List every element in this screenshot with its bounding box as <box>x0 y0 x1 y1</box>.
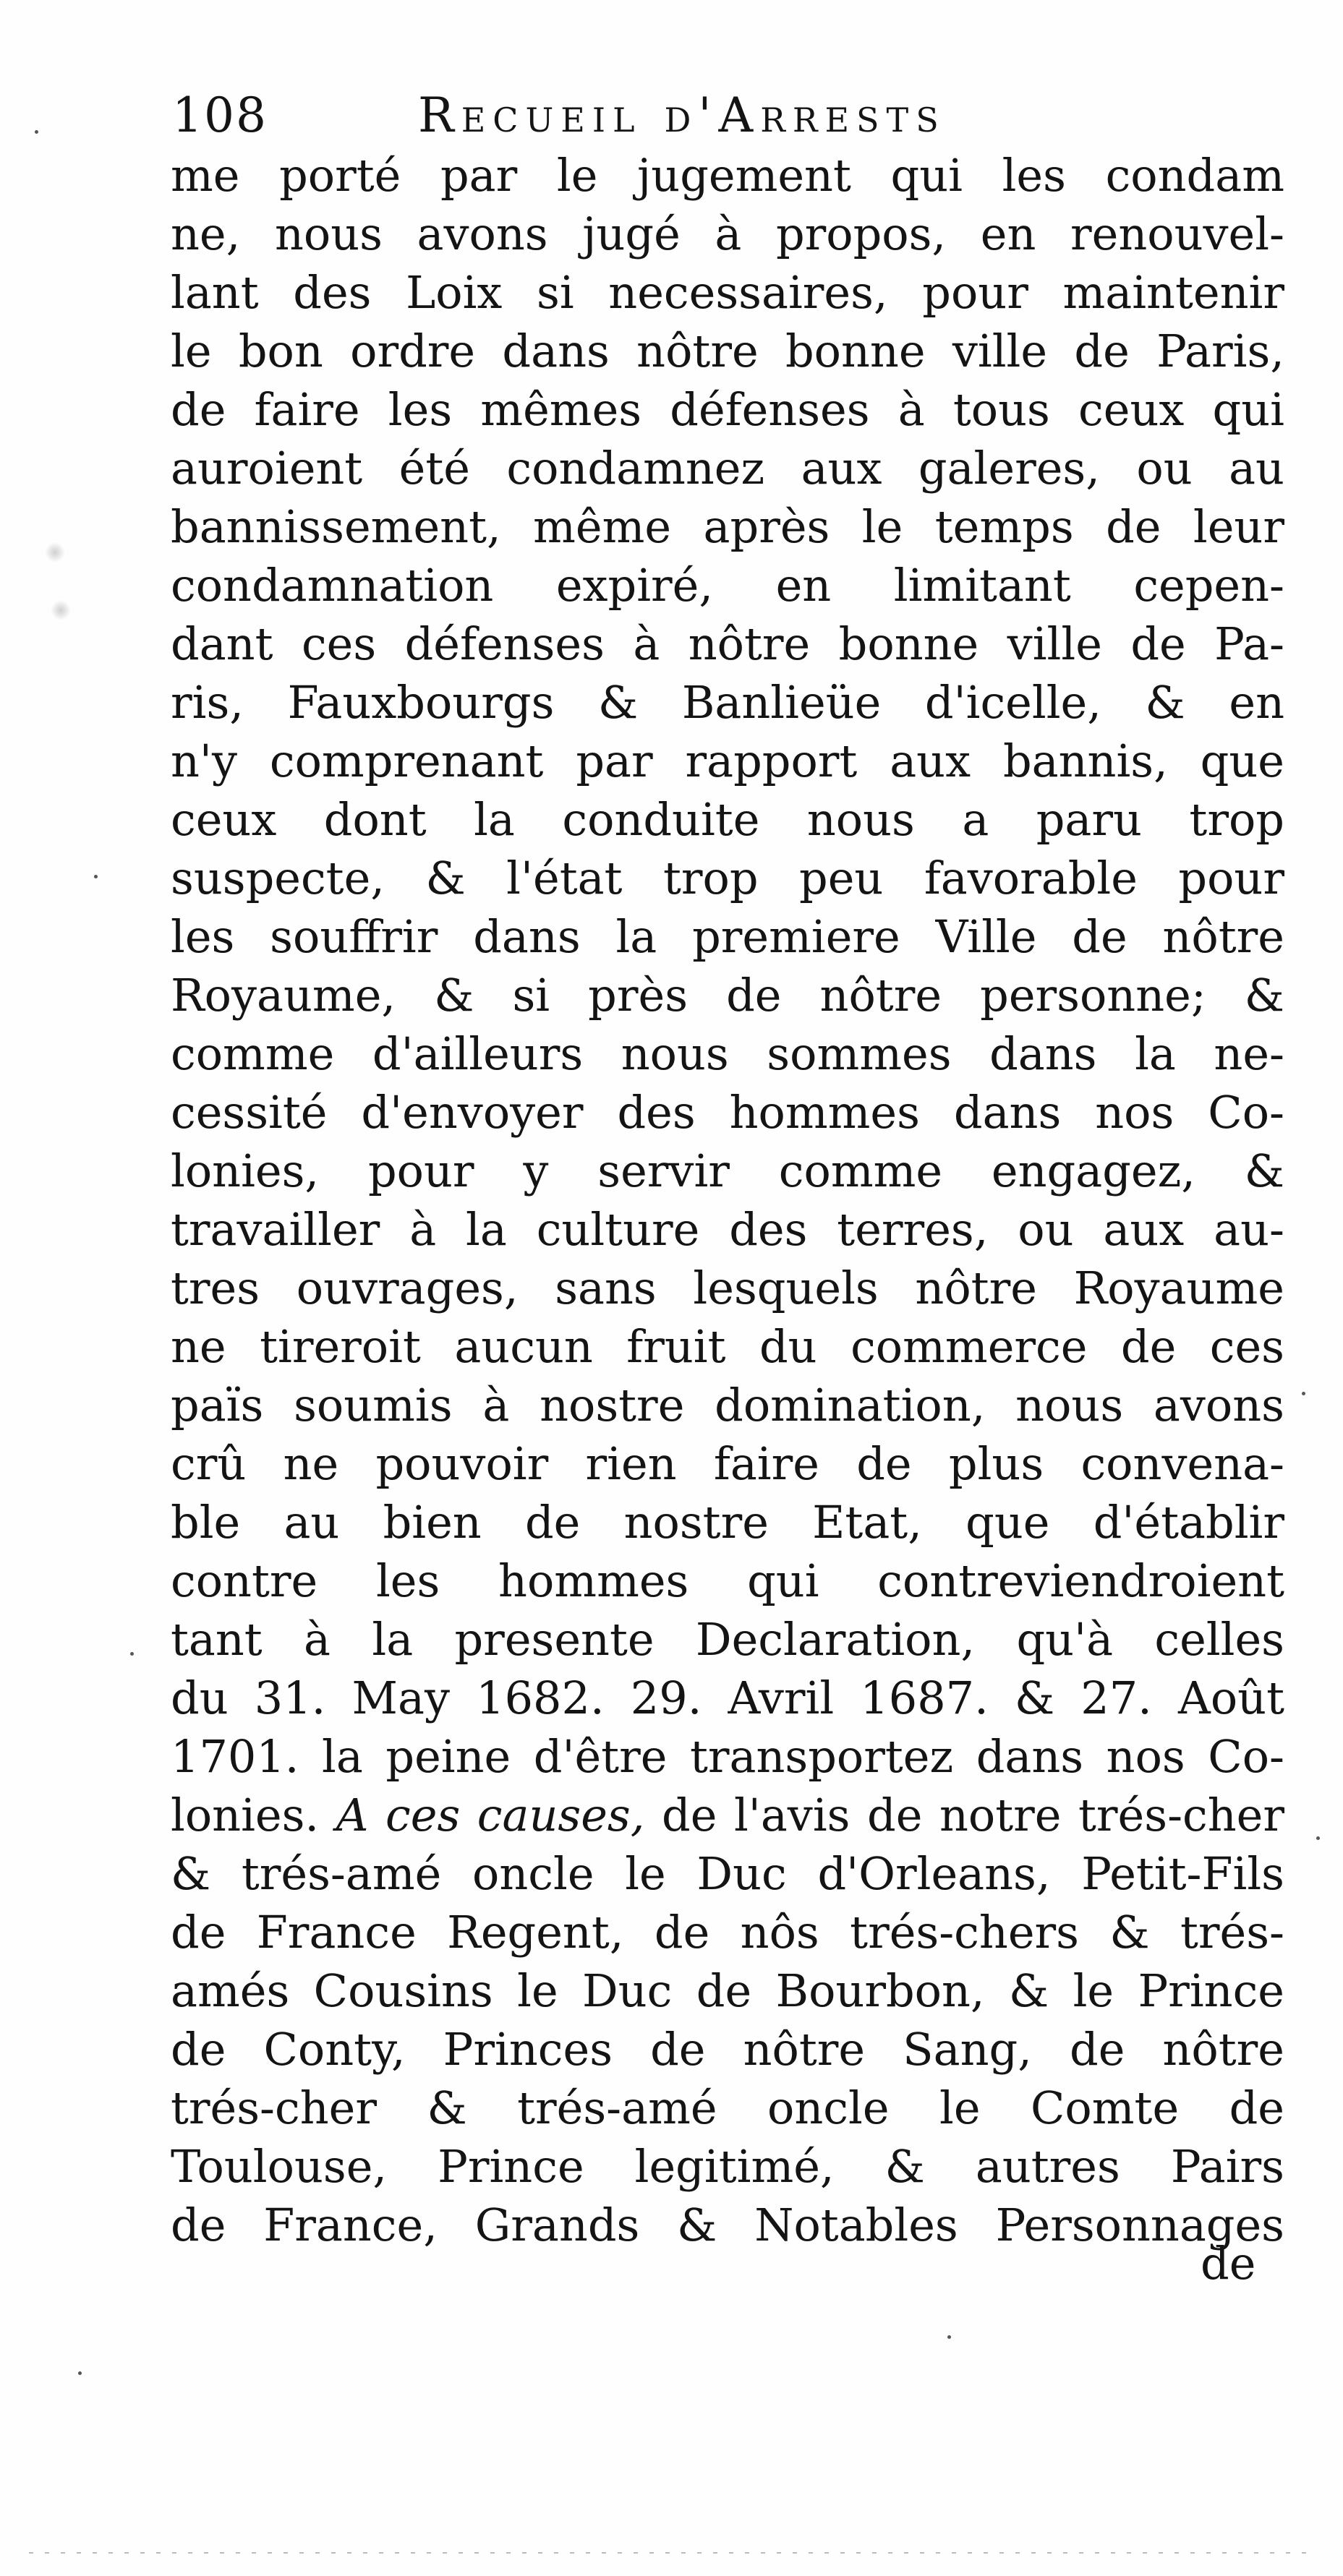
text-line: cessité d'envoyer des hommes dans nos Co- <box>171 1086 1284 1139</box>
text-line: de France, Grands & Notables Personnages <box>171 2199 1284 2251</box>
text-line: travailler à la culture des terres, ou aux au- <box>171 1203 1284 1256</box>
text-line: ne tireroit aucun fruit du commerce de ces <box>171 1320 1284 1373</box>
italic-phrase: A ces causes, <box>336 1789 645 1841</box>
text-line: ceux dont la conduite nous a paru trop <box>171 793 1284 846</box>
page-number: 108 <box>172 87 268 143</box>
text-line: païs soumis à nostre domination, nous avons <box>171 1379 1284 1432</box>
page-edge <box>29 2552 1316 2554</box>
text-line-start: lonies. <box>171 1789 320 1841</box>
text-line: contre les hommes qui contreviendroient <box>171 1554 1284 1607</box>
scan-speck <box>1302 1392 1305 1395</box>
text-line: & trés-amé oncle le Duc d'Orleans, Petit-Fils <box>171 1847 1284 1900</box>
catchword: de <box>1201 2237 1256 2290</box>
text-line: les souffrir dans la premiere Ville de nôtre <box>171 910 1284 963</box>
text-line: me porté par le jugement qui les condam <box>171 149 1284 202</box>
body-text <box>171 146 1284 2254</box>
text-line: Toulouse, Prince legitimé, & autres Pairs <box>171 2140 1284 2193</box>
text-line: de faire les mêmes défenses à tous ceux qui <box>171 383 1284 436</box>
scan-speck <box>130 1652 134 1656</box>
running-title: Recueil d'Arrests <box>418 87 946 143</box>
text-line: du 31. May 1682. 29. Avril 1687. & 27. Août <box>171 1672 1284 1724</box>
text-line: tres ouvrages, sans lesquels nôtre Royaume <box>171 1262 1284 1314</box>
scan-smudge <box>45 542 65 562</box>
text-line: de Conty, Princes de nôtre Sang, de nôtre <box>171 2023 1284 2076</box>
text-line: bannissement, même après le temps de leur <box>171 500 1284 553</box>
scan-speck <box>947 2335 951 2339</box>
text-line: lonies, pour y servir comme engagez, & <box>171 1144 1284 1197</box>
scan-speck <box>1316 1836 1320 1840</box>
scan-speck <box>94 875 98 878</box>
page-header <box>172 80 1091 152</box>
text-line: ris, Fauxbourgs & Banlieüe d'icelle, & en <box>171 676 1284 729</box>
text-line: Royaume, & si près de nôtre personne; & <box>171 969 1284 1022</box>
text-line-end: de l'avis de notre trés-cher <box>662 1789 1284 1841</box>
scan-smudge <box>51 600 71 620</box>
text-line: amés Cousins le Duc de Bourbon, & le Prince <box>171 1964 1284 2017</box>
text-line: ne, nous avons jugé à propos, en renouvel- <box>171 207 1284 260</box>
text-line: condamnation expiré, en limitant cepen- <box>171 559 1284 612</box>
text-line-mixed <box>171 1786 1284 1844</box>
text-line: 1701. la peine d'être transportez dans nos Co- <box>171 1730 1284 1783</box>
text-line: comme d'ailleurs nous sommes dans la ne- <box>171 1027 1284 1080</box>
text-line: ble au bien de nostre Etat, que d'établir <box>171 1496 1284 1549</box>
text-line: auroient été condamnez aux galeres, ou au <box>171 442 1284 495</box>
scan-speck <box>35 130 38 134</box>
text-line: suspecte, & l'état trop peu favorable pour <box>171 852 1284 904</box>
text-line: crû ne pouvoir rien faire de plus convena- <box>171 1437 1284 1490</box>
text-line: lant des Loix si necessaires, pour maintenir <box>171 266 1284 319</box>
text-line: de France Regent, de nôs trés-chers & trés- <box>171 1906 1284 1959</box>
text-line: le bon ordre dans nôtre bonne ville de Paris, <box>171 325 1284 377</box>
text-line: dant ces défenses à nôtre bonne ville de Pa- <box>171 617 1284 670</box>
text-line: n'y comprenant par rapport aux bannis, que <box>171 735 1284 787</box>
scan-speck <box>78 2371 82 2375</box>
text-line: trés-cher & trés-amé oncle le Comte de <box>171 2081 1284 2134</box>
text-line: tant à la presente Declaration, qu'à celles <box>171 1613 1284 1666</box>
